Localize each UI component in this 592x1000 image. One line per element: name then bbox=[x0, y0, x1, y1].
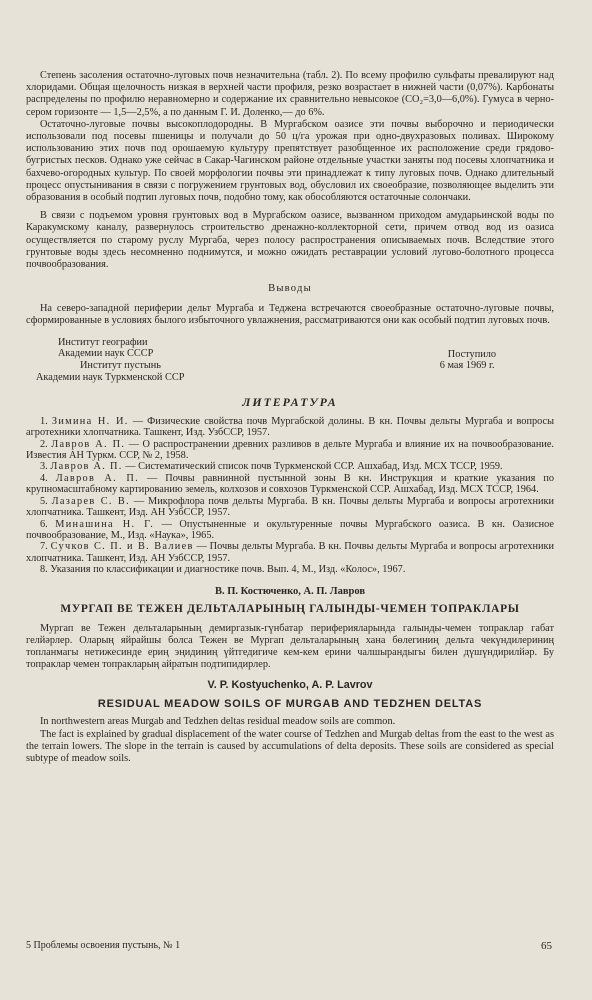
reference-list bbox=[26, 416, 554, 576]
turkmen-abstract: Мургап ве Тежен дельталарының демиргазык-гүнбатар периферияларында галынды-чемен топраклар габат гелйәрлер. Оларың яйрайшы болса Тежен ве Мургап дельталарының хана бөлегиниң дельта чекүндилериниң топланмагы нетижесинде ериң эңидиниң үйтгедигиче кем-кем ерини чалшырандыгы билен дүшүндирилйәр. Бу топраклар чемен топракларың айратын подтипидирлер. bbox=[26, 622, 554, 671]
affiliation-block bbox=[26, 337, 554, 384]
reference-item: 8. Указания по классификации и диагностике почв. Вып. 4, М., Изд. «Колос», 1967. bbox=[40, 564, 406, 576]
turkmen-authors: В. П. Костюченко, А. П. Лавров bbox=[215, 585, 365, 597]
body-paragraph-groundwater: В связи с подъемом уровня грунтовых вод в Мургабском оазисе, вызванном приходом амударьинской воды по Каракумскому каналу, развернулось строительство дренажно-коллекторной сети, причем отвод вод из оазиса осуществляется по старому руслу Мургаба, через полосу распространения описываемых почв. Вследствие этого грунтовые воды здесь несомненно поднимутся, и можно ожидать реставрации условий лугово-болотного процесса почвообразования. bbox=[26, 210, 554, 271]
body-paragraph-fertility: Остаточно-луговые почвы высокоплодородны. В Мургабском оазисе эти почвы выборочно и периодически использовали под посевы пшеницы и получали до 50 ц/га урожая при одно-двухразовых поливах. Широкому использованию этих почв под орошаемую культуру препятствует разобщенное их расположение среди грядово-бугристых песков. Однако уже сейчас в Сакар-Чагинском районе отдельные участки заняты под посевы хлопчатника и бахчево-огородных культур. По своей морфологии почвы эти принадлежат к типу луговых почв. Однако длительный процесс опустынивания в связи с погружением грунтовых вод, обусловил их своеобразие, позволяющее выделить эти образования в особый подтип луговых почв, подобно тому, как обособляются остаточные солончаки. bbox=[26, 118, 554, 204]
english-title: RESIDUAL MEADOW SOILS OF MURGAB AND TEDZHEN DELTAS bbox=[97, 698, 483, 711]
reference-item: 1. Зимина Н. И. — Физические свойства почв Мургабской долины. В кн. Почвы дельты Мургаба и вопросы агротехники хлопчатника. Ташкент, Изд. УзбССР, 1957. bbox=[26, 415, 554, 439]
page-footer bbox=[26, 940, 552, 952]
received-label: Поступило bbox=[447, 348, 496, 360]
journal-footer: 5 Проблемы освоения пустынь, № 1 bbox=[26, 940, 181, 951]
reference-item: 2. Лавров А. П. — О распространении древних разливов в дельте Мургаба и влияние их на почвообразование. Известия АН Туркм. ССР, № 2, 1958. bbox=[26, 438, 554, 462]
english-authors: V. P. Kostyuchenko, A. P. Lavrov bbox=[207, 679, 373, 692]
reference-item: 6. Минашина Н. Г. — Опустыненные и окультуренные почвы Мургабского оазиса. В кн. Оазисное почвообразование, М., Изд. «Наука», 1965. bbox=[26, 518, 555, 541]
reference-item: 4. Лавров А. П. — Почвы равнинной пустынной зоны В кн. Инструкция и краткие указания по крупномасштабному картированию земель, колхозов и совхозов Туркменской ССР. Ашхабад, Изд. МСХ ТССР, 1964. bbox=[26, 472, 555, 496]
institute-line: Институт пустынь bbox=[80, 360, 161, 372]
english-abstract-p2: The fact is explained by gradual displacement of the water course of Tedzhen and Murgab deltas from the east to the west as the terrain lowers. The slope in the terrain is caused by accumulations of delta deposits. These soils are considered as special subtype of meadow soils. bbox=[26, 728, 554, 764]
conclusions-text: На северо-западной периферии дельт Мургаба и Теджена встречаются своеобразные остаточно-луговые почвы, сформированные в условиях былого избыточного увлажнения, рассматриваются они как особый подтип луговых почв. bbox=[26, 303, 554, 327]
reference-item: 5. Лазарев С. В. — Микрофлора почв дельты Мургаба. В кн. Почвы дельты Мургаба и вопросы агротехники хлопчатника. Ташкент, Изд. АН УзбССР, 1957. bbox=[26, 495, 554, 519]
received-date: 6 мая 1969 г. bbox=[439, 360, 495, 372]
conclusions-heading: Выводы bbox=[268, 283, 312, 295]
turkmen-title: МУРГАП ВЕ ТЕЖЕН ДЕЛЬТАЛАРЫНЫҢ ГАЛЫНДЫ-ЧЕМЕН ТОПРАКЛАРЫ bbox=[60, 602, 520, 615]
institutes bbox=[26, 337, 184, 384]
reference-item: 7. Сучков С. П. и В. Валиев — Почвы дельты Мургаба. В кн. Почвы дельты Мургаба и вопросы агротехники хлопчатника. Ташкент, Изд. АН УзбССР, 1957. bbox=[26, 541, 554, 564]
page-number: 65 bbox=[541, 940, 552, 952]
institute-line: Академии наук СССР bbox=[58, 348, 154, 360]
body-paragraph-salinity: Степень засоления остаточно-луговых почв незначительна (табл. 2). По всему профилю сульфаты превалируют над хлоридами. Общая щелочность низкая в верхней части профиля, резко возрастает в нижней части (0,07%). Карбонаты распределены по профилю неравномерно и содержание их сравнительно невысокое (CO₂=3,0—6,0%). Гумуса в черно-сером горизонте — 1,5—2,5%, а по данным Г. И. Доленко,— до 6%. bbox=[26, 70, 554, 118]
literature-heading: ЛИТЕРАТУРА bbox=[242, 394, 338, 409]
institute-line: Институт географии bbox=[58, 336, 148, 348]
institute-line: Академии наук Туркменской ССР bbox=[36, 372, 185, 384]
reference-item: 3. Лавров А. П. — Систематический список почв Туркменской ССР. Ашхабад, Изд. МСХ ТССР, 1959. bbox=[40, 461, 503, 473]
english-abstract-p1: In northwestern areas Murgab and Tedzhen deltas residual meadow soils are common. bbox=[40, 716, 396, 728]
received-block bbox=[440, 337, 554, 384]
